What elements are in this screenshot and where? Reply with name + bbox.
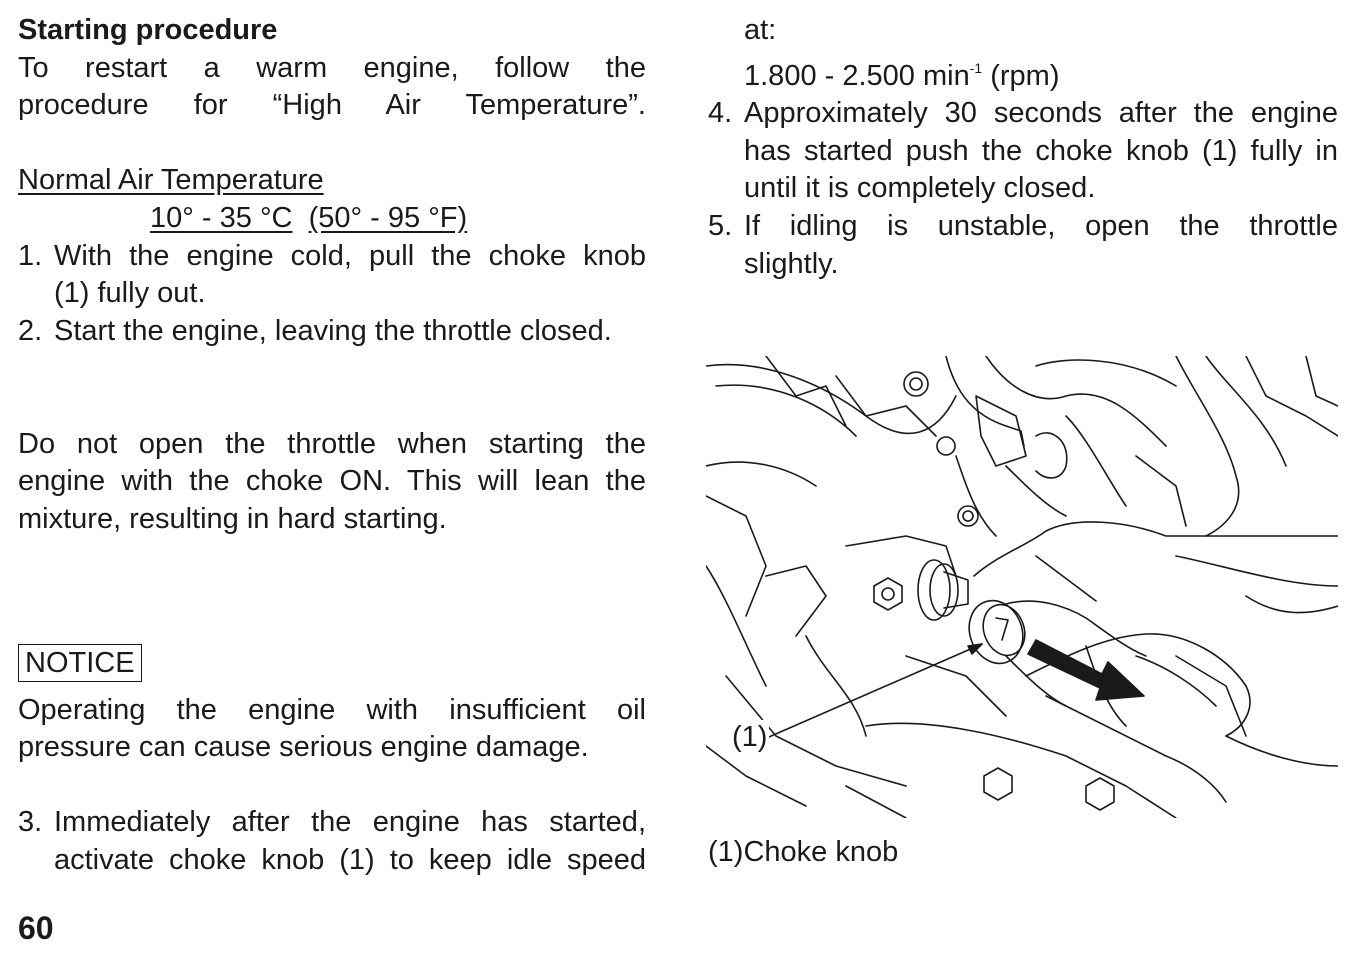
figure-callout-label: (1) [732,721,768,753]
normal-temp-title: Normal Air Temperature [18,164,324,197]
step-2 [18,313,646,351]
step-3-line-2: activate choke knob (1) to keep idle speed [54,843,646,876]
hand-illustration [974,522,1338,802]
engine-outline [706,356,1338,818]
step-1 [18,238,646,313]
caution-line-2: engine with the choke ON. This will lean the [18,465,646,498]
rpm-value: 1.800 - 2.500 min [744,59,970,92]
caution-line-3: mixture, resulting in hard starting. [18,502,447,535]
step-3-cont-at: at: [744,14,777,46]
choke-knob-illustration [706,356,1338,818]
choke-knob [918,560,1032,671]
section-heading: Starting procedure [18,14,278,46]
step-4-line-2: has started push the choke knob (1) fully in [744,134,1338,167]
step-4 [708,95,1338,208]
temp-range-celsius: 10° - 35 °C [150,201,293,234]
caution-line-1: Do not open the throttle when starting the [18,427,646,460]
notice-line-2: pressure can cause serious engine damage. [18,731,589,764]
step-number: 3. [18,806,43,839]
step-5-line-1: If idling is unstable, open the throttle [744,209,1338,242]
step-3-line-1: Immediately after the engine has started, [54,806,646,839]
rpm-exponent: -1 [969,59,983,76]
step-3 [18,804,646,879]
intro-line-2: procedure for “High Air Temperature”. [18,89,646,122]
step-1-line-1: With the engine cold, pull the choke knob [54,239,646,272]
step-number: 4. [708,97,733,130]
left-column [18,12,646,879]
page-number: 60 [18,910,54,946]
step-5-line-2: slightly. [744,247,839,280]
step-number: 5. [708,209,733,242]
step-2-text: Start the engine, leaving the throttle closed. [54,314,612,347]
idle-rpm-spec [744,50,1338,96]
step-4-line-1: Approximately 30 seconds after the engine [744,97,1338,130]
intro-line-1: To restart a warm engine, follow the [18,51,646,84]
right-column [708,12,1338,283]
step-number: 1. [18,239,43,272]
connector [976,396,1067,478]
step-3-continued [708,12,1338,95]
step-5 [708,208,1338,283]
bolt-icon [874,372,1114,810]
figure-caption: (1)Choke knob [708,836,899,868]
step-4-line-3: until it is completely closed. [744,172,1096,205]
step-1-line-2: (1) fully out. [54,277,206,310]
step-number: 2. [18,314,43,347]
rpm-unit: (rpm) [982,59,1060,92]
temp-range-fahrenheit: (50° - 95 °F) [308,201,468,234]
notice-label: NOTICE [18,644,142,682]
notice-line-1: Operating the engine with insufficient oil [18,693,646,726]
normal-temp-range [18,200,646,238]
